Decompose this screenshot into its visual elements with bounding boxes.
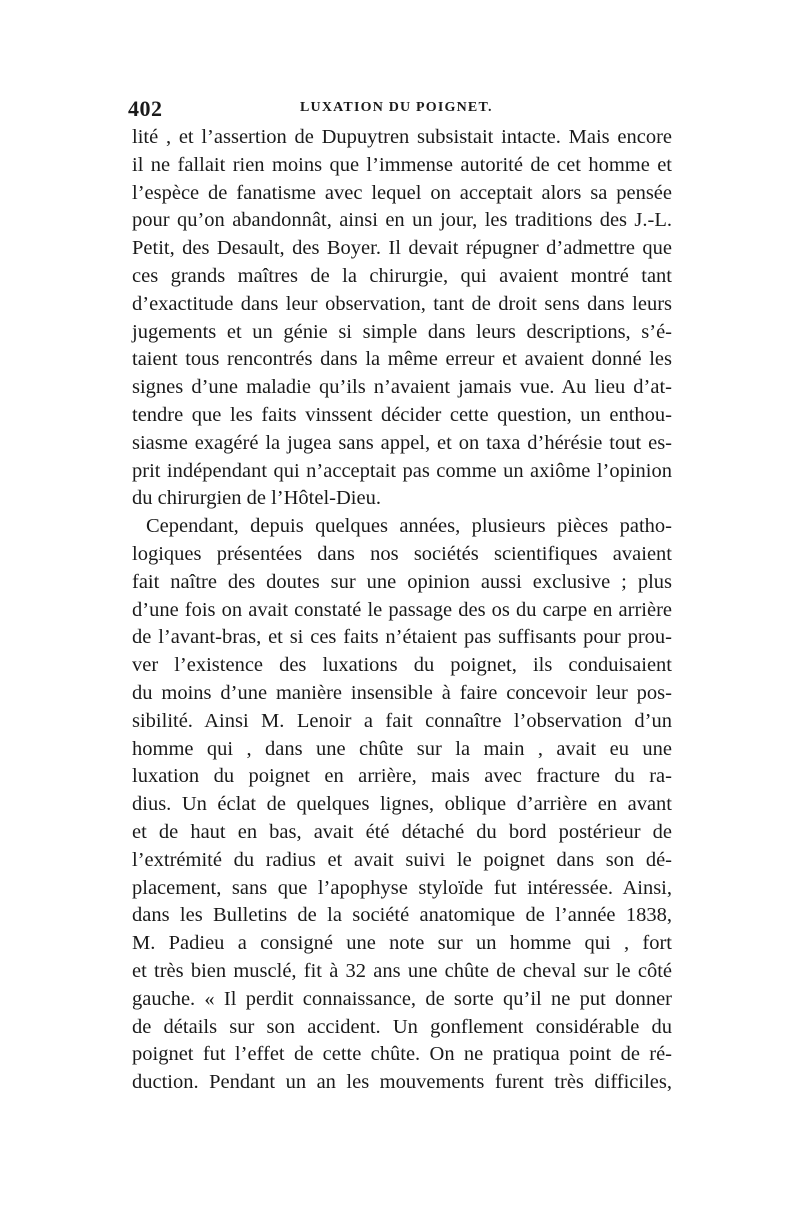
text-line: siasme exagéré la jugea sans appel, et on taxa d’hérésie tout es-	[132, 431, 672, 454]
running-title: LUXATION DU POIGNET.	[300, 100, 493, 115]
text-line: taient tous rencontrés dans la même erreur et avaient donné les	[132, 348, 672, 371]
text-line: l’extrémité du radius et avait suivi le poignet dans son dé-	[132, 848, 672, 871]
text-line: il ne fallait rien moins que l’immense autorité de cet homme et	[132, 153, 672, 176]
text-line: fait naître des doutes sur une opinion aussi exclusive ; plus	[132, 570, 672, 593]
text-line: dans les Bulletins de la société anatomique de l’année 1838,	[132, 904, 672, 927]
text-line: placement, sans que l’apophyse styloïde fut intéressée. Ainsi,	[132, 876, 672, 899]
text-line: prit indépendant qui n’acceptait pas comme un axiôme l’opinion	[132, 459, 672, 482]
text-line: signes d’une maladie qu’ils n’avaient jamais vue. Au lieu d’at-	[132, 376, 672, 399]
text-line: homme qui , dans une chûte sur la main , avait eu une	[132, 737, 672, 760]
text-line: tendre que les faits vinssent décider cette question, un enthou-	[132, 403, 672, 426]
text-line: logiques présentées dans nos sociétés scientifiques avaient	[132, 542, 672, 565]
text-line: M. Padieu a consigné une note sur un homme qui , fort	[132, 932, 672, 955]
text-line: luxation du poignet en arrière, mais avec fracture du ra-	[132, 765, 672, 788]
text-line: lité , et l’assertion de Dupuytren subsistait intacte. Mais encore	[132, 126, 672, 148]
text-line: pour qu’on abandonnât, ainsi en un jour, les traditions des J.-L.	[132, 209, 672, 232]
text-line: duction. Pendant un an les mouvements furent très difficiles,	[132, 1071, 672, 1094]
text-line: d’une fois on avait constaté le passage des os du carpe en arrière	[132, 598, 672, 621]
paragraph-first-line: Cependant, depuis quelques années, plusieurs pièces patho-	[146, 515, 672, 538]
text-line: d’exactitude dans leur observation, tant de droit sens dans leurs	[132, 292, 672, 315]
text-line: Petit, des Desault, des Boyer. Il devait répugner d’admettre que	[132, 237, 672, 260]
text-line: et de haut en bas, avait été détaché du bord postérieur de	[132, 820, 672, 843]
text-line: l’espèce de fanatisme avec lequel on acceptait alors sa pensée	[132, 181, 672, 204]
text-line: du moins d’une manière insensible à faire concevoir leur pos-	[132, 681, 672, 704]
text-line: ver l’existence des luxations du poignet, ils conduisaient	[132, 654, 672, 677]
text-line: poignet fut l’effet de cette chûte. On ne pratiqua point de ré-	[132, 1043, 672, 1066]
text-line: et très bien musclé, fit à 32 ans une chûte de cheval sur le côté	[132, 959, 672, 982]
text-line: jugements et un génie si simple dans leurs descriptions, s’é-	[132, 320, 672, 343]
text-line: gauche. « Il perdit connaissance, de sorte qu’il ne put donner	[132, 987, 672, 1010]
running-head	[128, 96, 670, 122]
text-line: sibilité. Ainsi M. Lenoir a fait connaître l’observation d’un	[132, 709, 672, 732]
text-line: de l’avant-bras, et si ces faits n’étaient pas suffisants pour prou-	[132, 626, 672, 649]
paragraph-last-line: du chirurgien de l’Hôtel-Dieu.	[132, 487, 381, 510]
text-line: ces grands maîtres de la chirurgie, qui avaient montré tant	[132, 264, 672, 287]
text-line: de détails sur son accident. Un gonflement considérable du	[132, 1015, 672, 1038]
body-text	[132, 124, 672, 1097]
page-number: 402	[128, 96, 163, 121]
text-line: dius. Un éclat de quelques lignes, oblique d’arrière en avant	[132, 793, 672, 816]
